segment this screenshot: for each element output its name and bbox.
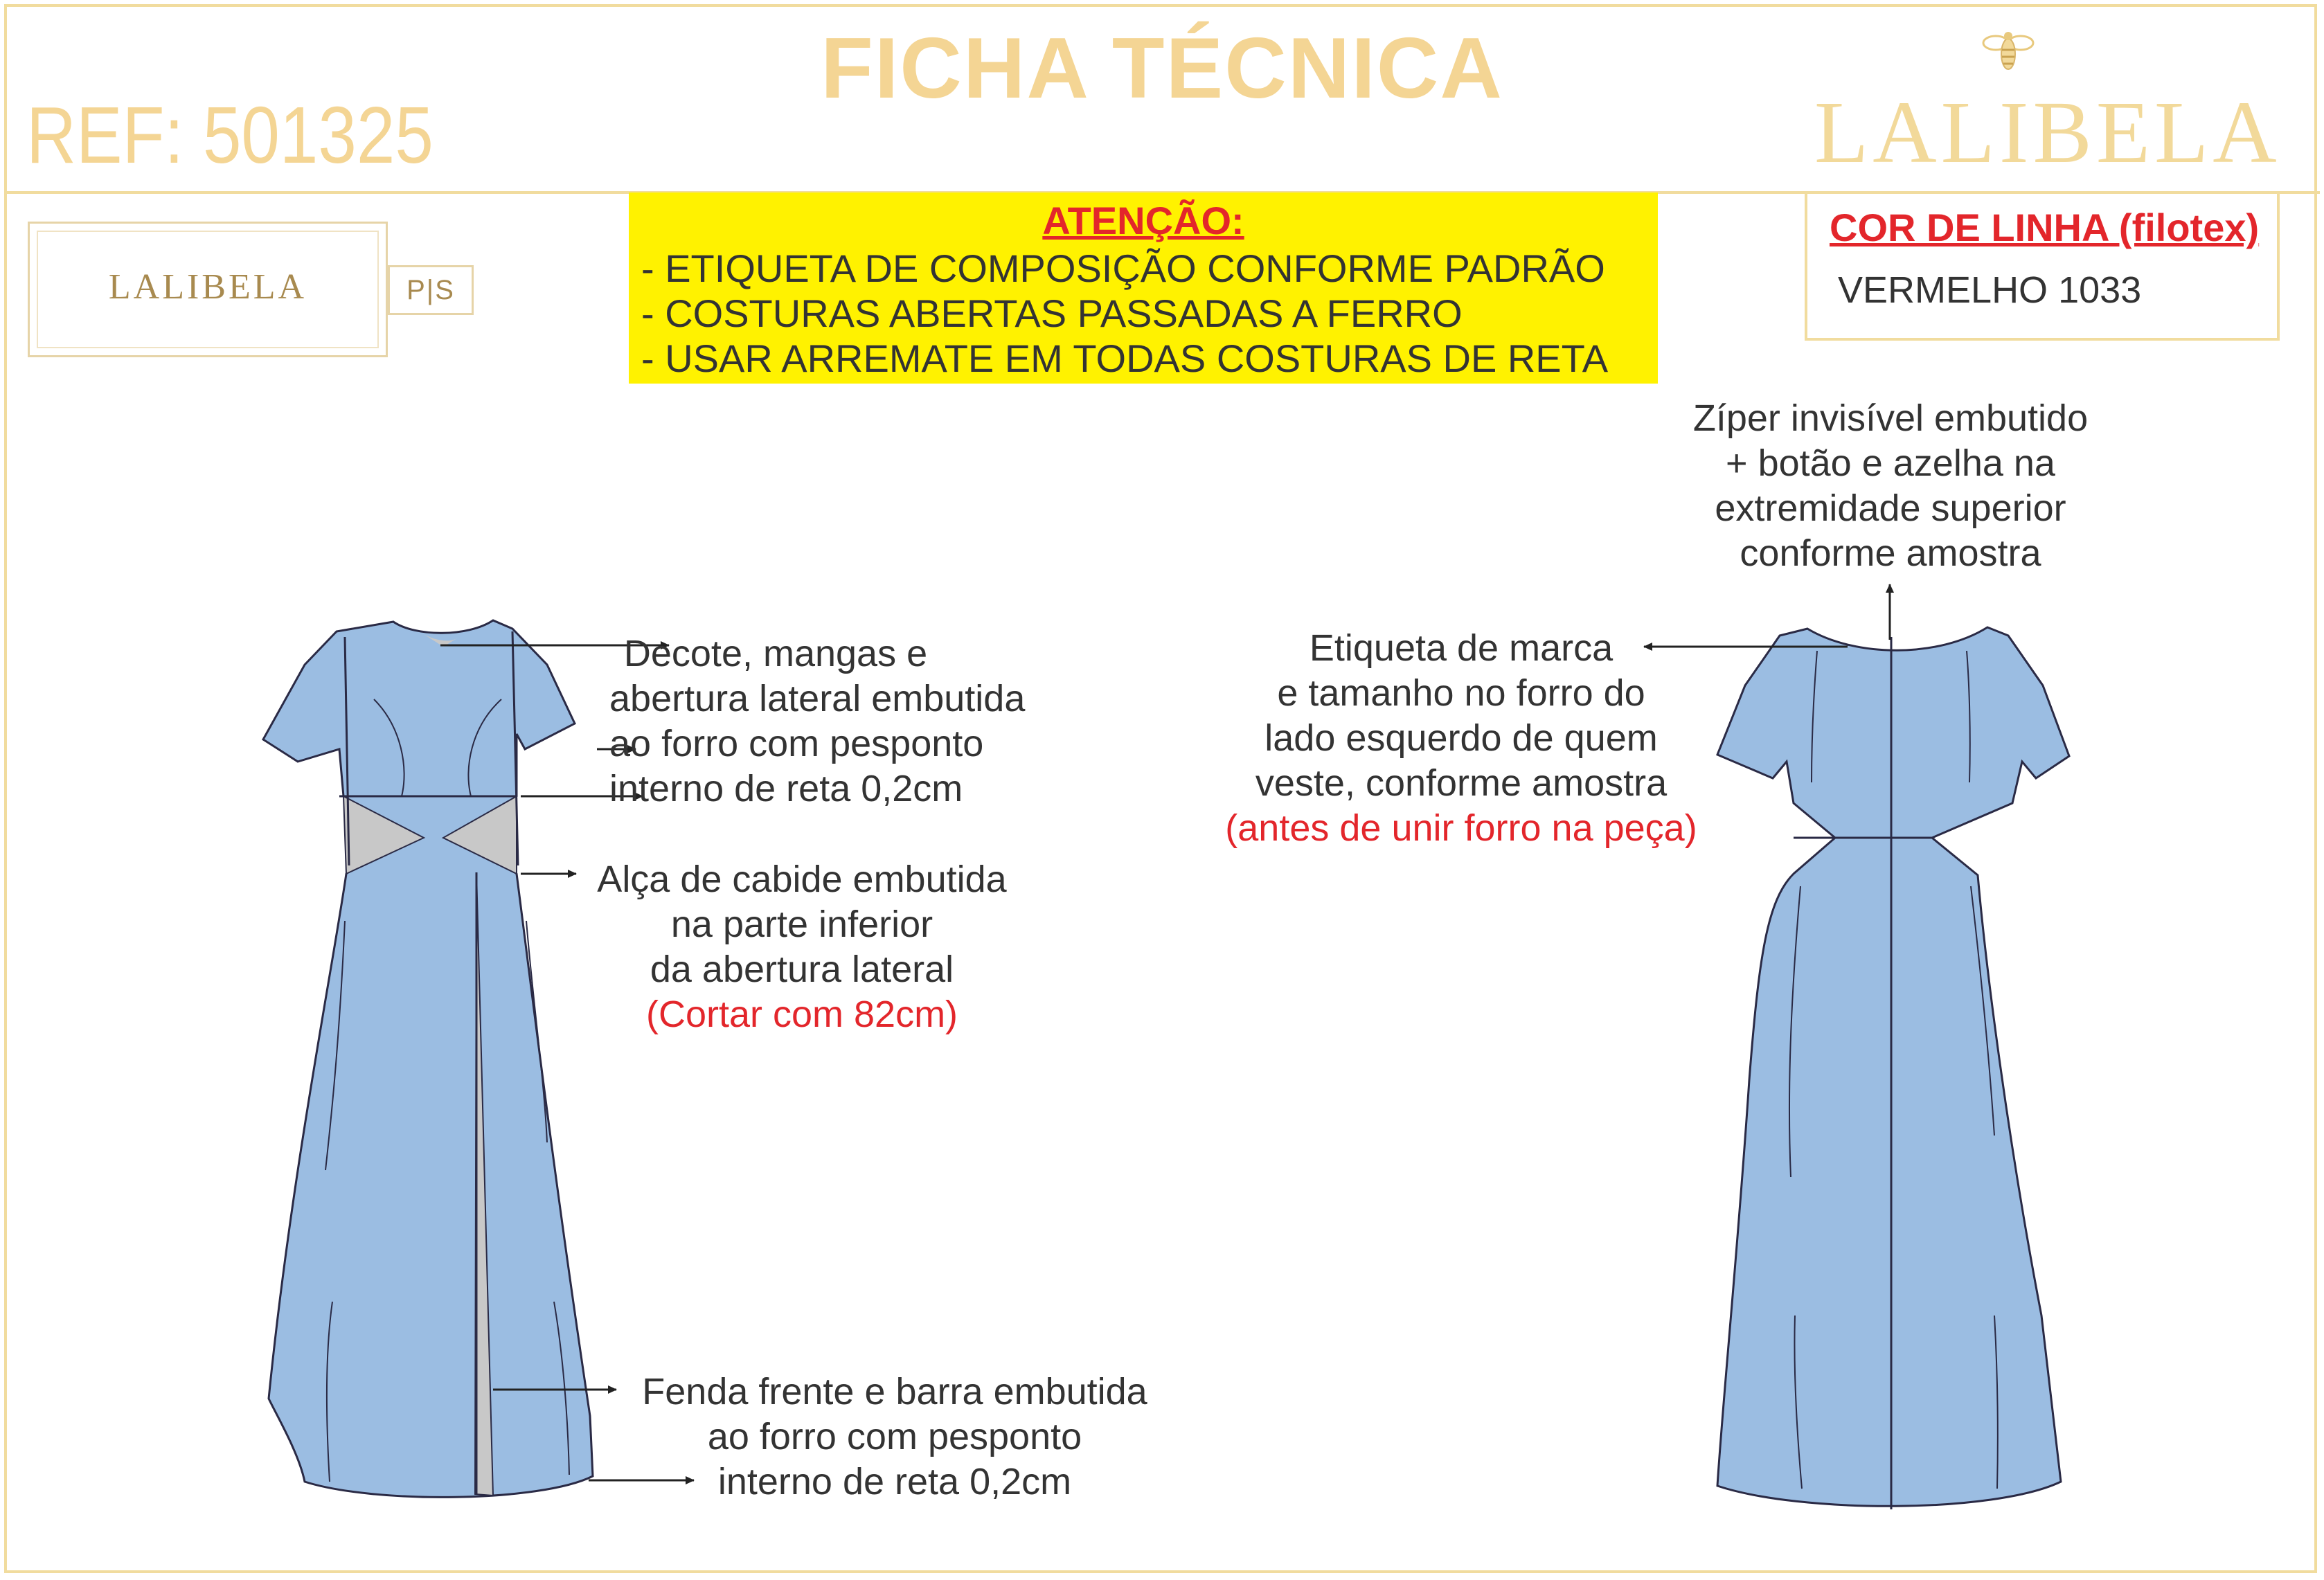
note-hanger-loop-cut: (Cortar com 82cm): [645, 994, 958, 1035]
note-brand-label-timing: (antes de unir forro na peça): [1225, 807, 1697, 849]
thread-color-title: COR DE LINHA (filotex): [1830, 206, 2260, 249]
brand-logo: LALIBELA: [1814, 83, 2281, 181]
size-tag: P|S: [388, 265, 474, 315]
reference-code: REF: 501325: [26, 90, 433, 180]
attention-line: - ETIQUETA DE COMPOSIÇÃO CONFORME PADRÃO: [641, 246, 1605, 290]
back-dress-drawing: [1717, 627, 2069, 1509]
front-dress-body: [263, 620, 593, 1497]
note-zipper: Zíper invisível embutido + botão e azelha na extremidade superior conforme amostra: [1692, 397, 2089, 574]
page-title: FICHA TÉCNICA: [821, 21, 1503, 116]
note-brand-label: Etiqueta de marca e tamanho no forro do lado esquerdo de quem veste, conforme amostra (antes de unir forro na peça): [1198, 626, 1724, 851]
front-dress-drawing: [263, 620, 593, 1497]
attention-line: - USAR ARREMATE EM TODAS COSTURAS DE RETA: [641, 336, 1609, 380]
attention-line: - COSTURAS ABERTAS PASSADAS A FERRO: [641, 291, 1463, 335]
thread-color-value: VERMELHO 1033: [1838, 269, 2142, 311]
label-brand-text: LALIBELA: [108, 267, 307, 307]
note-hanger-loop: Alça de cabide embutida na parte inferior da abertura lateral (Cortar com 82cm): [580, 857, 1024, 1037]
note-neckline: Decote, mangas e abertura lateral embutida ao forro com pesponto interno de reta 0,2cm: [609, 633, 1026, 809]
attention-title: ATENÇÃO:: [1042, 199, 1244, 242]
back-dress-body: [1717, 627, 2069, 1506]
note-slit: Fenda frente e barra embutida ao forro com pesponto interno de reta 0,2cm: [642, 1371, 1147, 1502]
